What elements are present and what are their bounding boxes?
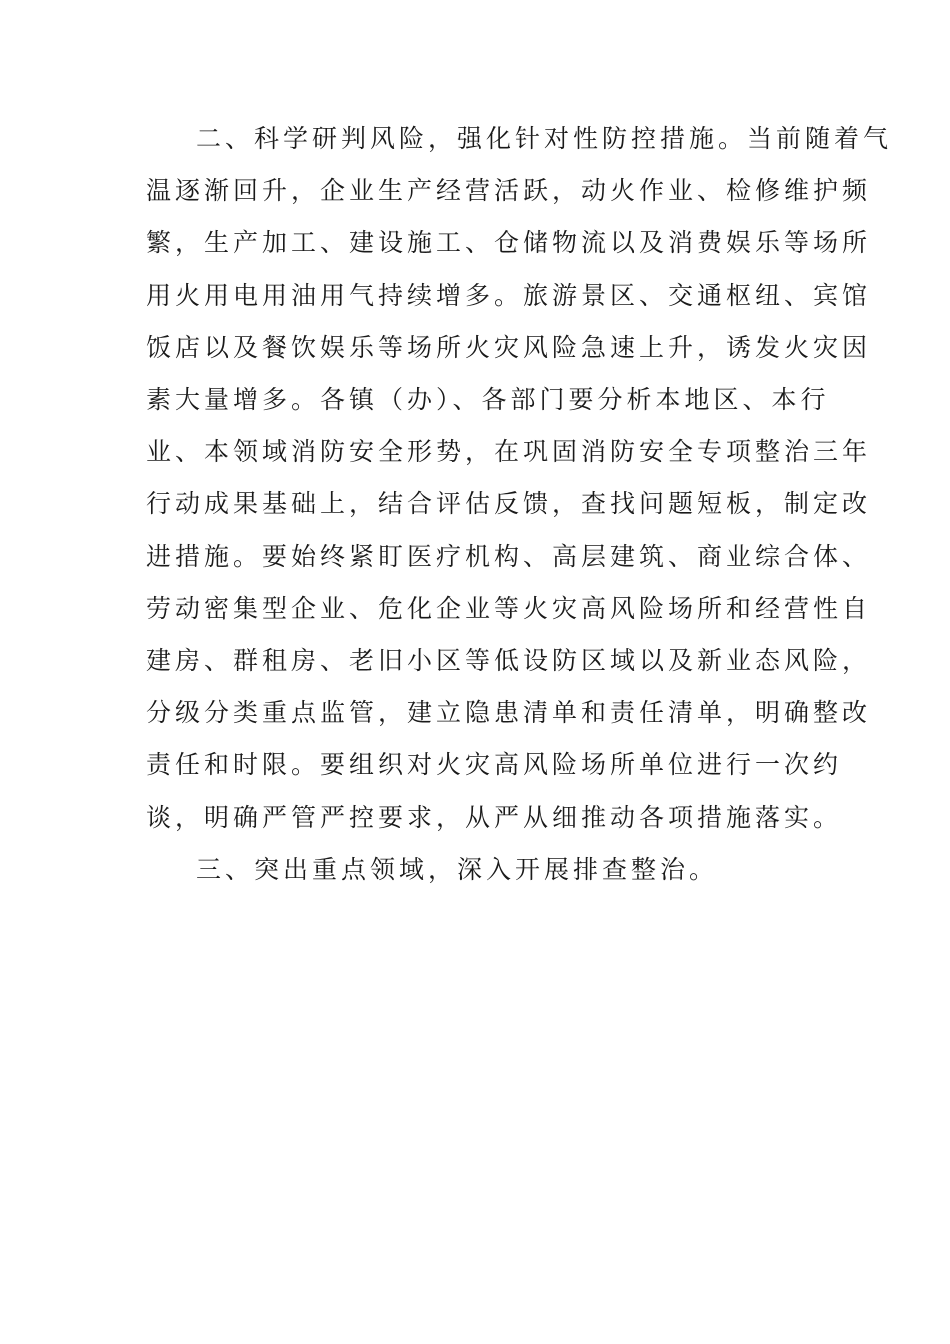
- text-line: 分级分类重点监管，建立隐患清单和责任清单，明确整改: [146, 698, 872, 728]
- text-line: 用火用电用油用气持续增多。旅游景区、交通枢纽、宾馆: [146, 280, 872, 310]
- text-line: 建房、群租房、老旧小区等低设防区域以及新业态风险，: [146, 646, 872, 676]
- text-line: 饭店以及餐饮娱乐等场所火灾风险急速上升，诱发火灾因: [146, 332, 872, 362]
- text-line: 二、科学研判风险，强化针对性防控措施。当前随着气: [196, 124, 893, 153]
- text-line: 素大量增多。各镇（办）、各部门要分析本地区、本行: [146, 385, 830, 415]
- text-line: 繁，生产加工、建设施工、仓储物流以及消费娱乐等场所: [146, 228, 872, 258]
- text-line: 业、本领域消防安全形势，在巩固消防安全专项整治三年: [146, 437, 872, 467]
- paragraph-risk-assessment: [146, 113, 893, 844]
- text-line: 责任和时限。要组织对火灾高风险场所单位进行一次约: [146, 750, 843, 780]
- text-line: 劳动密集型企业、危化企业等火灾高风险场所和经营性自: [146, 593, 872, 623]
- text-line: 进措施。要始终紧盯医疗机构、高层建筑、商业综合体、: [146, 541, 872, 571]
- paragraph-key-areas-heading: [146, 844, 806, 896]
- text-line: 三、突出重点领域，深入开展排查整治。: [196, 854, 719, 884]
- text-line: 谈，明确严管严控要求，从严从细推动各项措施落实。: [146, 802, 843, 832]
- document-body: [146, 113, 893, 896]
- text-line: 温逐渐回升，企业生产经营活跃，动火作业、检修维护频: [146, 176, 872, 206]
- text-line: 行动成果基础上，结合评估反馈，查找问题短板，制定改: [146, 489, 872, 519]
